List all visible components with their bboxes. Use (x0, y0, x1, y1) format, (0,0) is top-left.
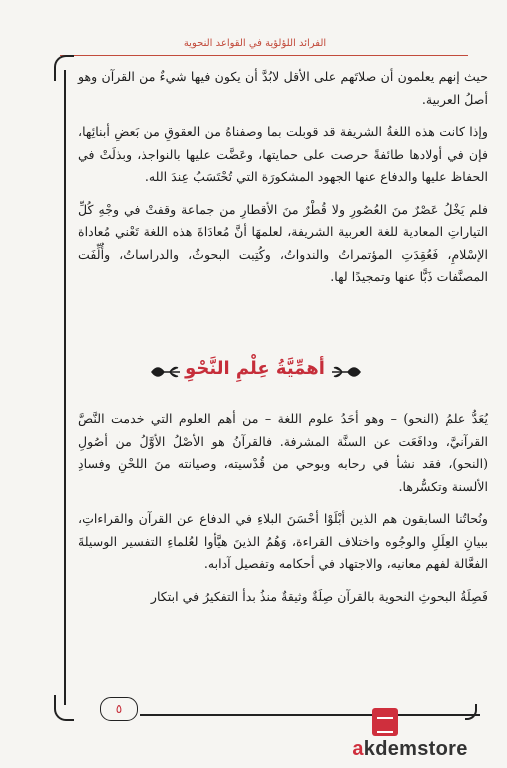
book-logo-icon (372, 708, 398, 736)
frame-bottom-ornament (54, 695, 74, 721)
paragraph: يُعَدُّ علمُ (النحو) – وهو أحَدُ علوم اللغة – من أهم العلوم التي خدمت النَّصَّ القرآنيَّ، ودافَعَت عن السنَّة المشرفة. فالقرآنُ هو الأصْلُ الأوَّلُ من أصُولِ (النحو)، فقد نشأ في رحابه وبوحي من قُدْسيته، وصيانته منَ اللحْنِ وفسادِ الألسنة وتكسُّرها. (78, 411, 488, 494)
paragraph: ونُحاتُنا السابقون هم الذين أبْلَوْا أحْسَنَ البلاءِ في الدفاع عن القرآن والقراءاتِ، ببيانِ العِلَلِ والوجُوه واختلاف القراءة، وَهُمُ الذينَ هيَّأوا لعُلماءِ التفسير الوسيلةَ الفعَّالة لفهم معانيه، والاجتهاد في أحكامه وتفصيل آدابه. (78, 511, 488, 571)
text-block-intro (78, 66, 488, 299)
left-ornament-icon (150, 362, 182, 382)
frame-right-ornament (465, 704, 477, 720)
page-number: ٥ (100, 697, 138, 721)
header-rule (60, 55, 468, 56)
paragraph: فَصِلَةُ البحوثِ النحوية بالقرآن صِلَةٌ وثيقةٌ منذُ بدأ التفكيرُ في ابتكار (150, 588, 488, 604)
watermark-rest: kdemstore (363, 738, 468, 760)
frame-bottom-rule (140, 714, 480, 716)
section-heading (0, 352, 507, 392)
paragraph: فلم يَخْلُ عَصْرٌ منَ العُصُورِ ولا قُطْرٌ منَ الأقطارِ من جماعة وقفتْ في وجْهِ كُلِّ التياراتِ المعادية للغة العربية الشريفة، لعلمهَا أنَّ مُعادَاةَ هذه اللغة تَعْني مُعاداة الإسْلامِ، فَعُقِدَتِ المؤتمراتُ والندواتُ، وكُتِبت البحوثُ، والدراساتُ، وأُلِّفَت المصنَّفات ذَبًّا عنها وتمجيدًا لها. (78, 201, 488, 284)
watermark (320, 738, 500, 761)
paragraph: حيث إنهم يعلمون أن صلاتَهم على الأقل لابُدَّ أن يكون فيها شيءٌ من القرآن وهو أصلُ العربية. (78, 69, 488, 107)
paragraph: وإذا كانت هذه اللغةُ الشريفة قد قوبلت بما وصفناهُ من العقوقِ من بَعضِ أبنائِها، فإن في أولادها طائفةً حرصت على حمايتها، وعَضَّت عليها بالنواجذ، وبذلَتْ في الحفاظ عليها والدفاع عنها الجهود المشكورَة التي تُحْتَسَبُ عِندَ الله. (78, 124, 488, 184)
text-block-importance (78, 408, 488, 618)
right-ornament-icon (330, 362, 362, 382)
watermark-initial: a (352, 738, 364, 760)
running-header: الفرائد اللؤلؤية في القواعد النحوية (183, 38, 327, 49)
section-title: أهمِّيَّةُ عِلْمِ النَّحْوِ (185, 358, 325, 379)
